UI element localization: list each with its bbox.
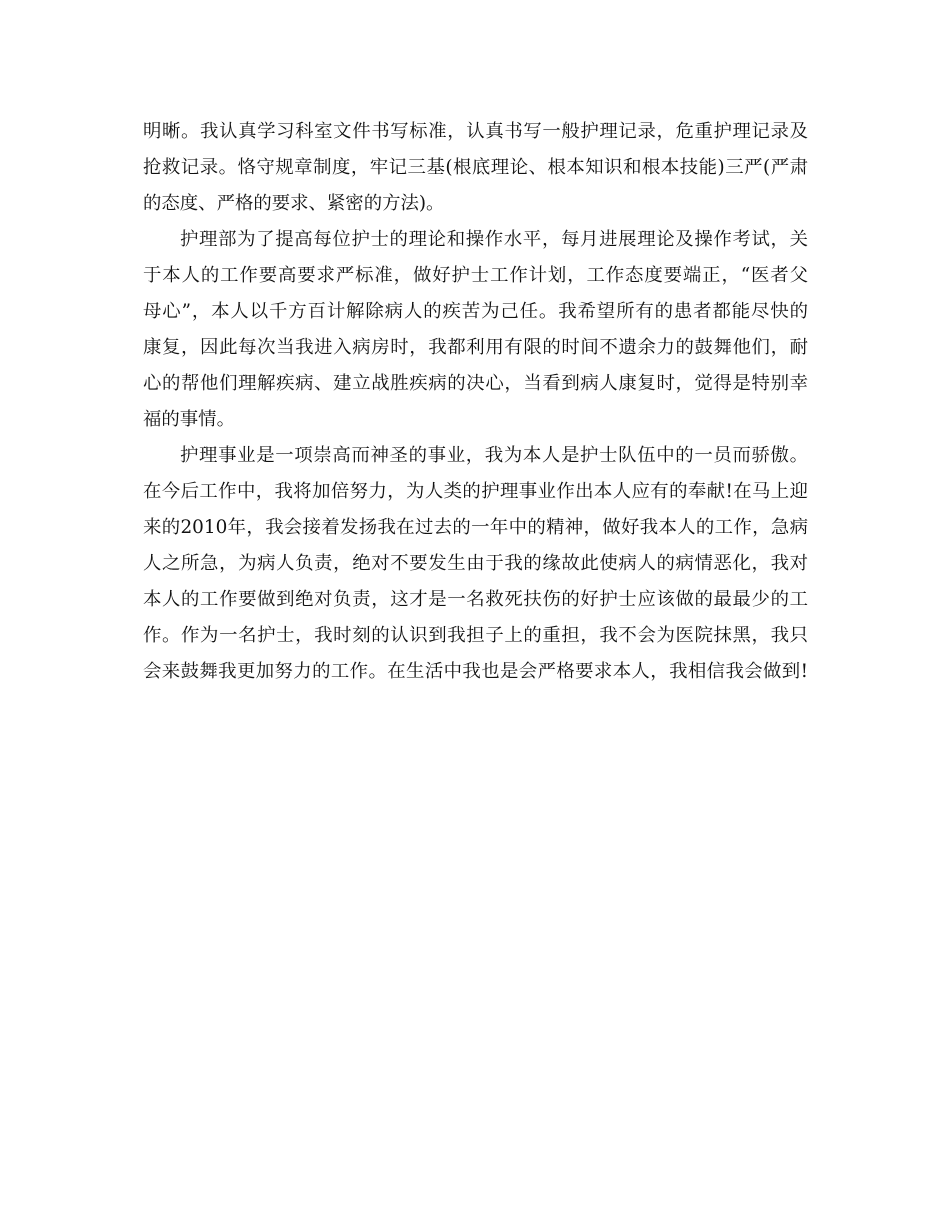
text-line: 护理事业是一项崇高而神圣的事业，我为本人是护士队伍中的一员而骄傲。 [180,445,808,466]
text-line: 的态度、严格的要求、紧密的方法)。 [143,193,445,214]
text-line: 明晰。我认真学习科室文件书写标准，认真书写一般护理记录，危重护理记录及 [143,121,808,142]
text-line: 康复，因此每次当我进入病房时，我都利用有限的时间不遗余力的鼓舞他们，耐 [143,337,808,358]
text-line: 本人的工作要做到绝对负责，这才是一名救死扶伤的好护士应该做的最最少的工 [143,589,808,610]
text-line: 来的2010年，我会接着发扬我在过去的一年中的精神，做好我本人的工作，急病 [143,517,808,538]
text-line: 母心”，本人以千方百计解除病人的疾苦为己任。我希望所有的患者都能尽快的 [143,301,808,322]
document-body [143,114,808,690]
text-line: 会来鼓舞我更加努力的工作。在生活中我也是会严格要求本人，我相信我会做到! [143,661,808,682]
text-line: 于本人的工作要高要求严标准，做好护士工作计划，工作态度要端正，“医者父 [143,265,808,286]
text-line: 护理部为了提高每位护士的理论和操作水平，每月进展理论及操作考试，关 [180,229,808,250]
text-line: 心的帮他们理解疾病、建立战胜疾病的决心，当看到病人康复时，觉得是特别幸 [143,373,808,394]
text-line: 福的事情。 [143,409,235,430]
text-line: 人之所急，为病人负责，绝对不要发生由于我的缘故此使病人的病情恶化，我对 [143,553,808,574]
text-line: 在今后工作中，我将加倍努力，为人类的护理事业作出本人应有的奉献!在马上迎 [143,481,808,502]
text-line: 抢救记录。恪守规章制度，牢记三基(根底理论、根本知识和根本技能)三严(严肃 [143,157,808,178]
text-line: 作。作为一名护士，我时刻的认识到我担子上的重担，我不会为医院抹黑，我只 [143,625,808,646]
